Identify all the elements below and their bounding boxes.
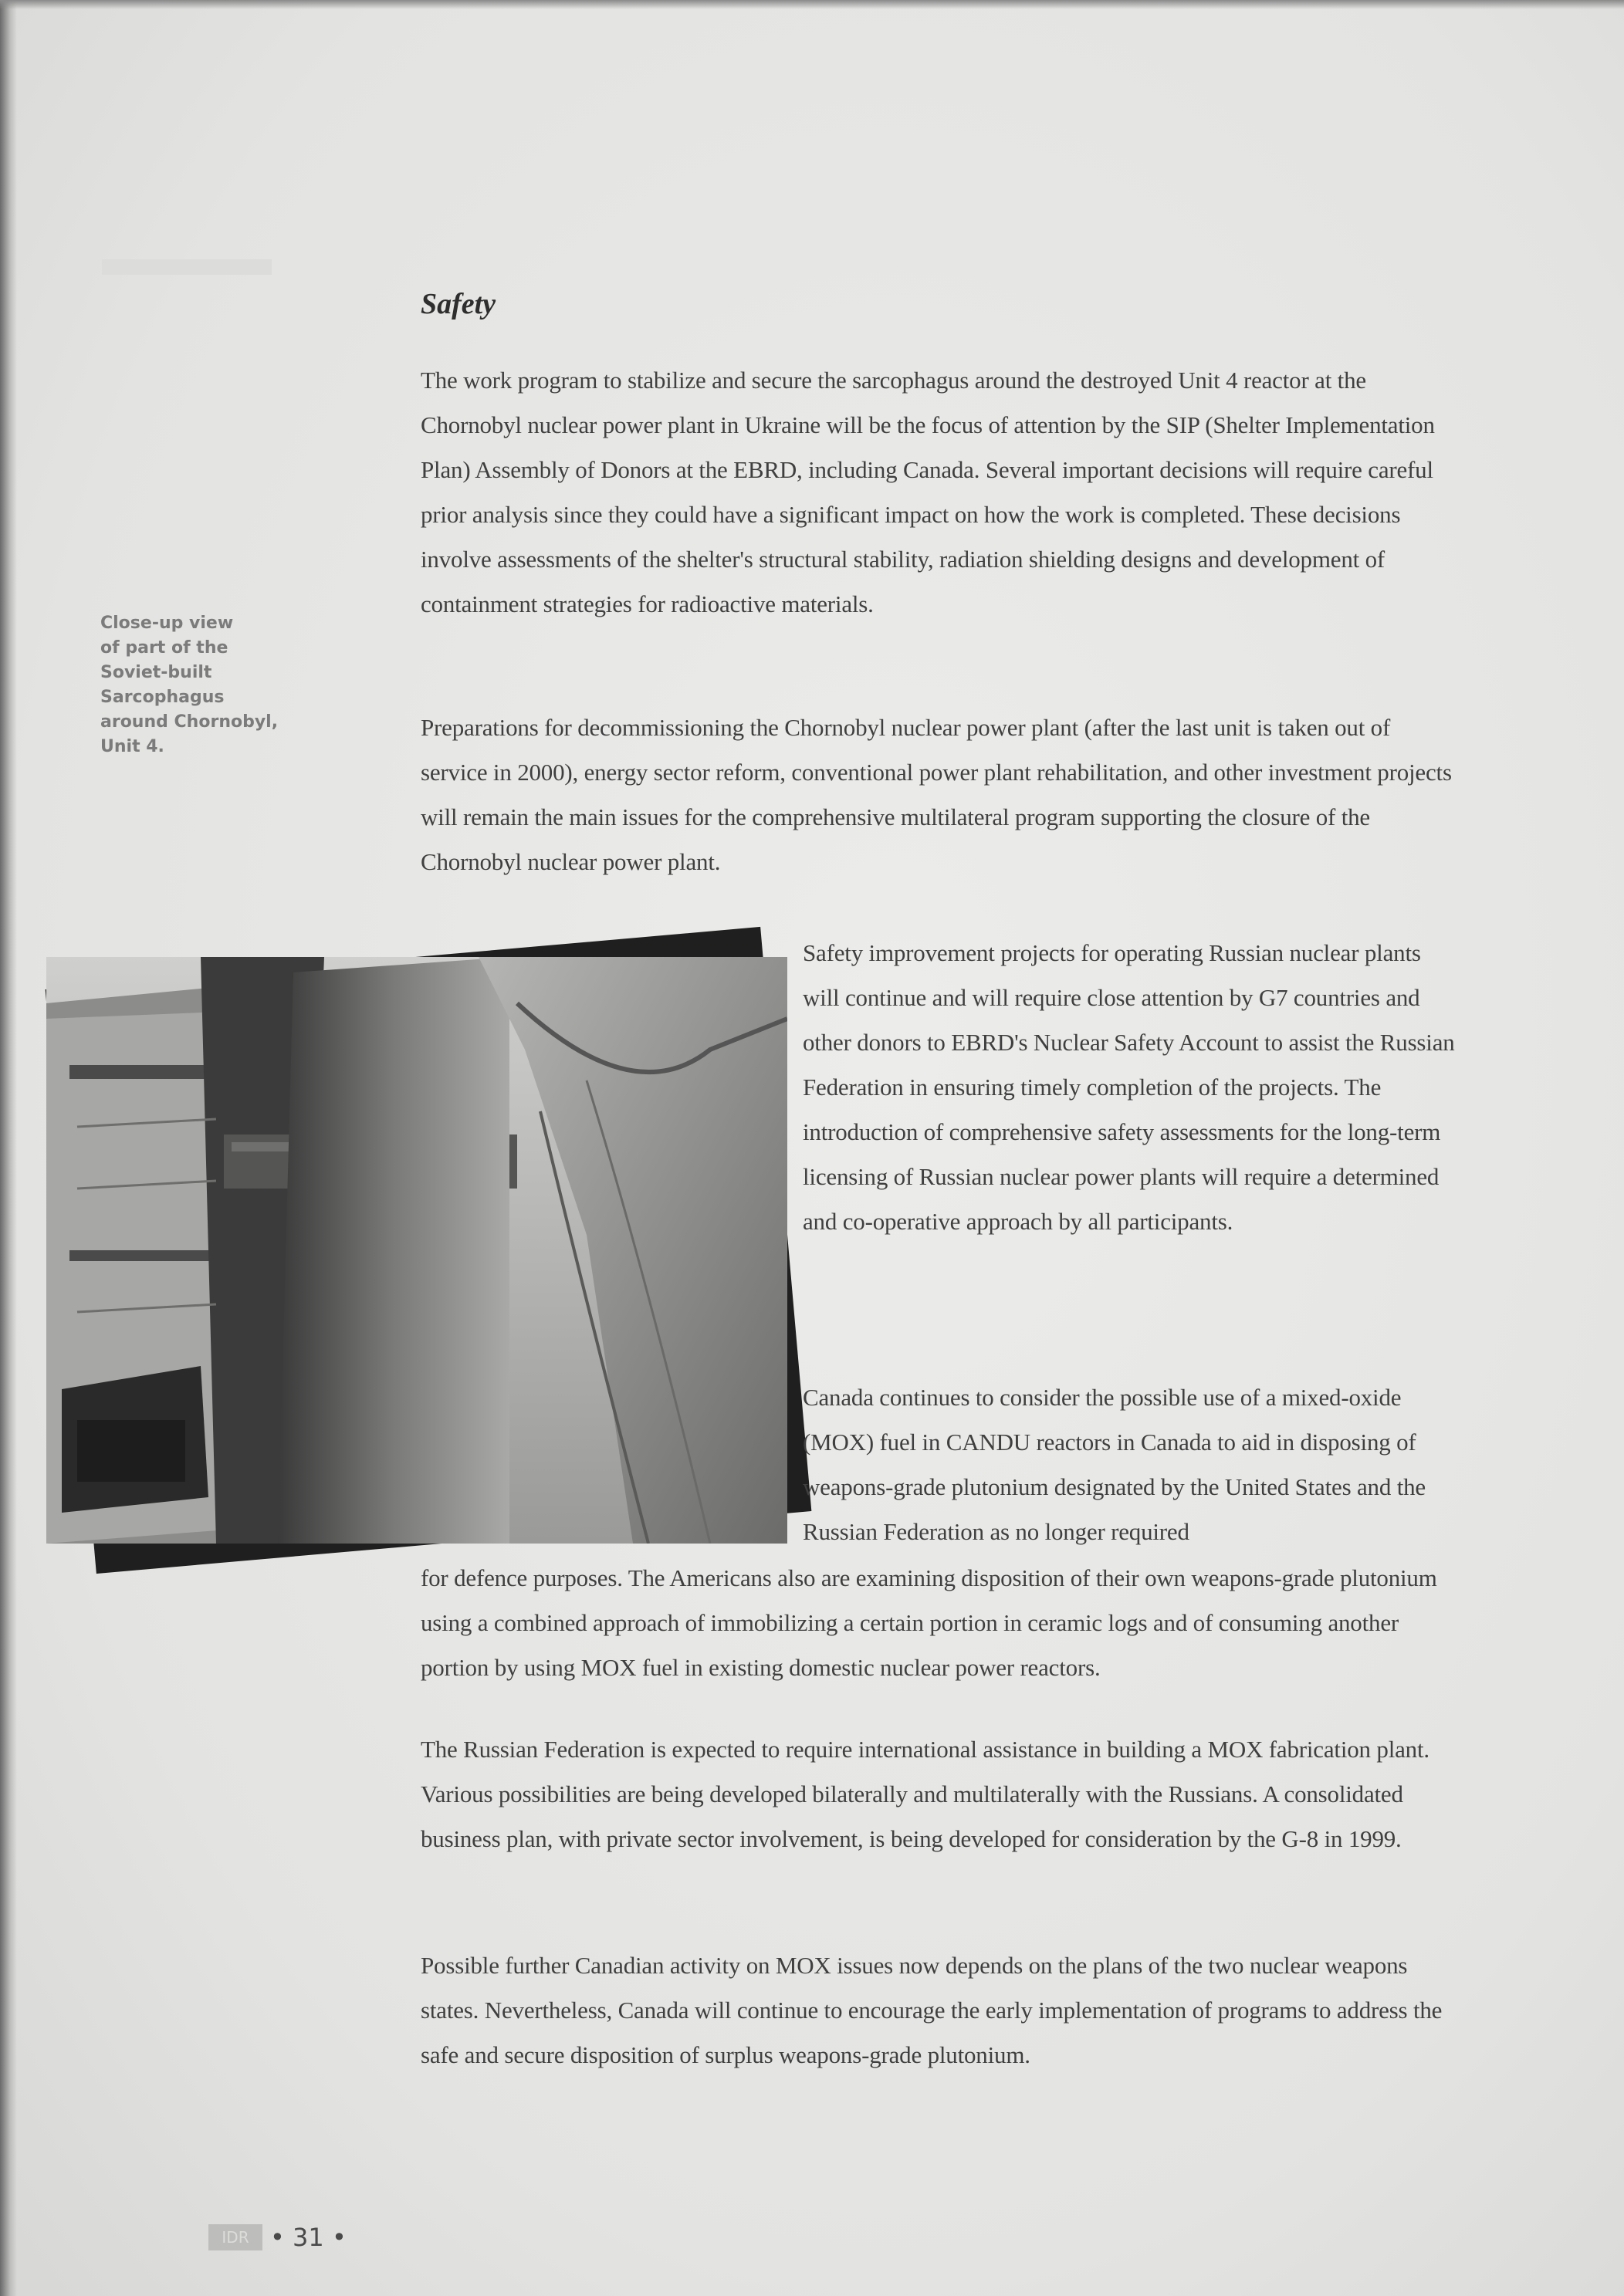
paragraph-decommissioning: Preparations for decommissioning the Chornobyl nuclear power plant (after the last unit is taken out of service in 2000), energy sector reform, conventional power plant rehabilitation, and other investment projects will remain the main issues for the comprehensive multilateral program supporting the closure of the Chornobyl nuclear power plant. <box>421 714 1452 875</box>
caption-line: around Chornobyl, <box>100 712 279 732</box>
faint-show-through-mark <box>102 259 272 275</box>
page-number: • 31 • <box>270 2223 347 2252</box>
caption-line: Unit 4. <box>100 737 164 756</box>
page-top-edge <box>0 0 1624 9</box>
photo-caption <box>100 611 363 759</box>
page-footer <box>208 2223 347 2252</box>
paragraph-shelter: The work program to stabilize and secure the sarcophagus around the destroyed Unit 4 reactor at the Chornobyl nuclear power plant in Ukraine will be the focus of attention by the SIP (Shelter Implementation Plan) Assembly of Donors at the EBRD, including Canada. Several important decisions will require careful prior analysis since they could have a significant impact on how the work is completed. These decisions involve assessments of the shelter's structural stability, radiation shielding designs and development of containment strategies for radioactive materials. <box>421 367 1435 617</box>
section-heading: Safety <box>421 288 496 320</box>
caption-line: Soviet-built <box>100 663 212 682</box>
paragraph-russian-safety: Safety improvement projects for operating Russian nuclear plants will continue and will require close attention by G7 countries and other donors to EBRD's Nuclear Safety Account to assist the Russian Federation in ensuring timely completion of the projects. The introduction of comprehensive safety assessments for the long-term licensing of Russian nuclear power plants will require a determined and co-operative approach by all participants. <box>803 939 1455 1235</box>
page-left-edge <box>0 0 17 2296</box>
photo-image <box>46 957 787 1544</box>
paragraph-mox-fabrication: The Russian Federation is expected to require international assistance in building a MOX fabrication plant. Various possibilities are being developed bilaterally and multilaterally with the Russians. A consolidated business plan, with private sector involvement, is being developed for consideration by the G-8 in 1999. <box>421 1736 1429 1852</box>
paragraph-mox-canada: Canada continues to consider the possible use of a mixed-oxide (MOX) fuel in CANDU reactors in Canada to aid in disposing of weapons-grade plutonium designated by the United States and the Russian Federation as no longer required <box>803 1384 1426 1545</box>
caption-line: Close-up view <box>100 614 234 633</box>
paragraph-canadian-activity: Possible further Canadian activity on MOX issues now depends on the plans of the two nuclear weapons states. Nevertheless, Canada will continue to encourage the early implementation of programs to address the safe and secure disposition of surplus weapons-grade plutonium. <box>421 1952 1443 2068</box>
caption-line: of part of the <box>100 638 228 658</box>
sarcophagus-photo <box>39 911 810 1590</box>
publication-logo: IDR <box>208 2224 262 2250</box>
caption-line: Sarcophagus <box>100 688 225 707</box>
paragraph-mox-americans: for defence purposes. The Americans also are examining disposition of their own weapons-grade plutonium using a combined approach of immobilizing a certain portion in ceramic logs and of consuming another portion by using MOX fuel in existing domestic nuclear power reactors. <box>421 1564 1437 1681</box>
